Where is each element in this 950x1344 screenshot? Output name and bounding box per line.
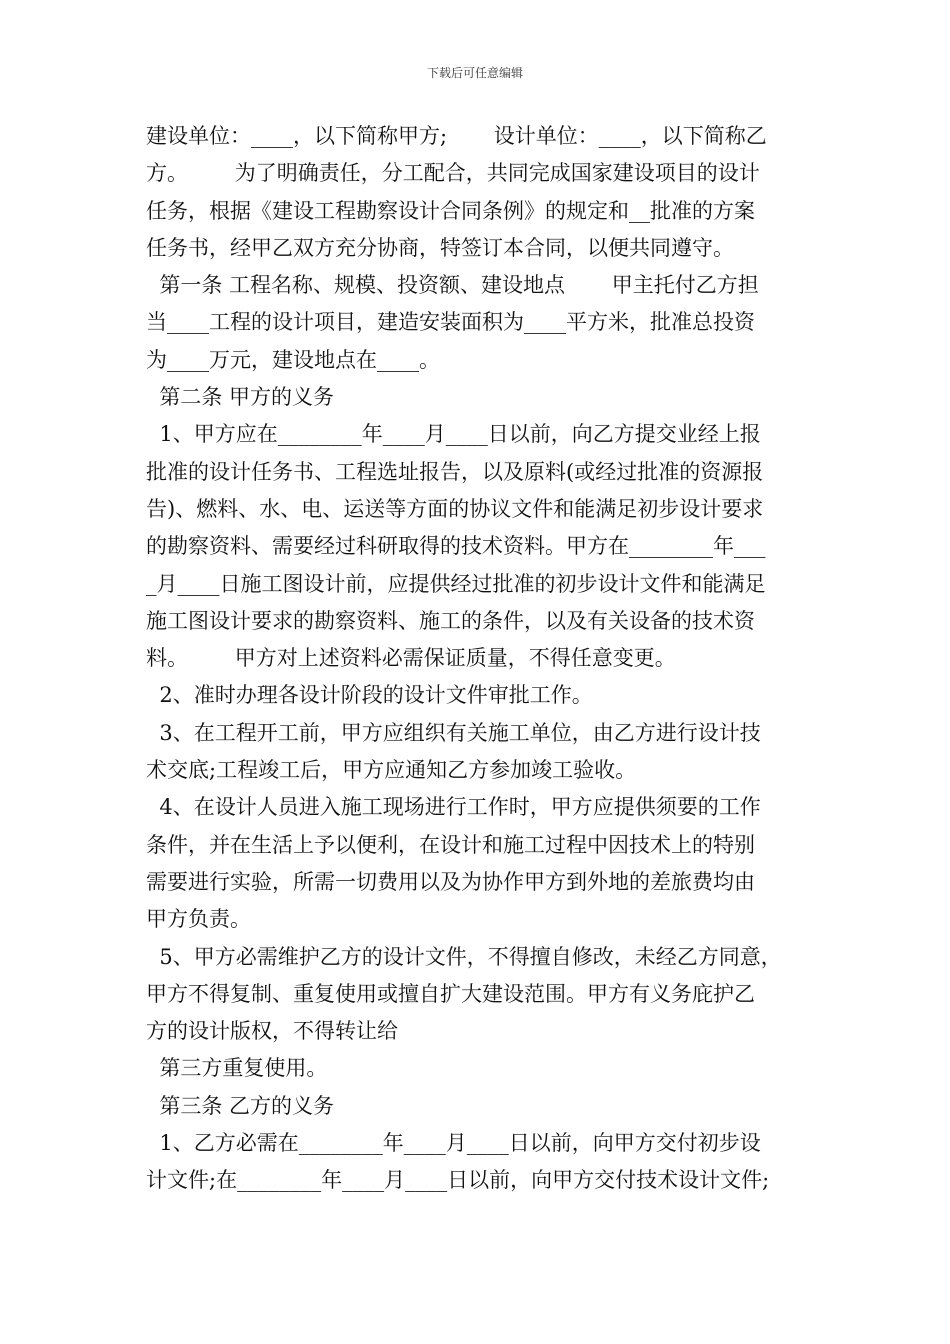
text-line: 告)、燃料、水、电、运送等方面的协议文件和能满足初步设计要求 (146, 496, 764, 521)
article-3-heading: 第三条 乙方的义务 (146, 1093, 335, 1118)
text-line: 施工图设计要求的勘察资料、施工的条件，以及有关设备的技术资 (146, 608, 755, 633)
text-line: 的勘察资料、需要经过科研取得的技术资料。甲方在________年___ (146, 534, 766, 559)
text-line: 需要进行实验，所需一切费用以及为协作甲方到外地的差旅费均由 (146, 869, 755, 894)
text-line: 4、在设计人员进入施工现场进行工作时，甲方应提供须要的工作 (146, 795, 761, 820)
text-line: 3、在工程开工前，甲方应组织有关施工单位，由乙方进行设计技 (146, 720, 761, 745)
page-header: 下载后可任意编辑 (426, 66, 523, 80)
text-line: 计文件;在________年____月____日以前，向甲方交付技术设计文件; (146, 1168, 770, 1193)
text-line: 1、甲方应在________年____月____日以前，向乙方提交业经上报 (146, 422, 761, 447)
text-line: 建设单位：____，以下简称甲方; 设计单位：____，以下简称乙 (146, 124, 767, 148)
text-line: 术交底;工程竣工后，甲方应通知乙方参加竣工验收。 (146, 758, 637, 783)
text-line: 第三方重复使用。 (146, 1056, 328, 1081)
text-line: 方的设计版权，不得转让给 (146, 1019, 398, 1044)
text-line: 批准的设计任务书、工程选址报告，以及原料(或经过批准的资源报 (146, 459, 764, 484)
text-line: 当____工程的设计项目，建造安装面积为____平方米，批准总投资 (146, 310, 755, 335)
contract-body (146, 118, 826, 1200)
text-line: 方。 为了明确责任，分工配合，共同完成国家建设项目的设计 (146, 161, 760, 186)
text-line: 甲方不得复制、重复使用或擅自扩大建设范围。甲方有义务庇护乙 (146, 981, 755, 1006)
text-line: _月____日施工图设计前，应提供经过批准的初步设计文件和能满足 (146, 571, 766, 596)
text-line: 任务书，经甲乙双方充分协商，特签订本合同，以便共同遵守。 (146, 235, 734, 260)
text-line: 条件，并在生活上予以便利，在设计和施工过程中因技术上的特别 (146, 832, 755, 857)
text-line: 5、甲方必需维护乙方的设计文件，不得擅自修改，未经乙方同意， (146, 944, 782, 969)
text-line: 1、乙方必需在________年____月____日以前，向甲方交付初步设 (146, 1131, 761, 1156)
text-line: 料。 甲方对上述资料必需保证质量，不得任意变更。 (146, 646, 676, 671)
text-line: 甲方负责。 (146, 907, 251, 932)
article-2-heading: 第二条 甲方的义务 (146, 385, 335, 410)
text-line: 2、准时办理各设计阶段的设计文件审批工作。 (146, 683, 593, 708)
text-line: 任务，根据《建设工程勘察设计合同条例》的规定和__批准的方案 (146, 198, 755, 223)
article-1-heading-line: 第一条 工程名称、规模、投资额、建设地点 甲主托付乙方担 (146, 273, 759, 298)
text-line: 为____万元，建设地点在____。 (146, 347, 440, 372)
